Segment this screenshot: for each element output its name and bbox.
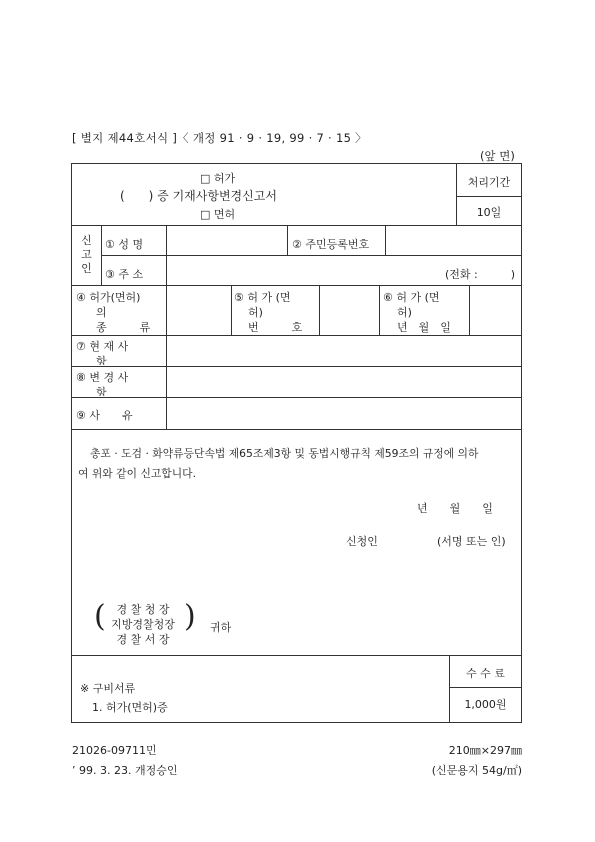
paper-type: (신문용지 54g/㎡) <box>431 764 522 777</box>
fee-value: 1,000원 <box>464 698 507 711</box>
changed-item-label: ⑧ 변 경 사 항 <box>76 371 129 396</box>
left-bracket: ( <box>94 599 106 634</box>
current-item-label: ⑦ 현 재 사 항 <box>76 340 129 365</box>
processing-period-label: 처리기간 <box>467 176 511 189</box>
page-side-label: (앞 면) <box>480 149 515 163</box>
form-title: ( ) 증 기재사항변경신고서 <box>120 189 277 203</box>
approval-date: ’ 99. 3. 23. 개정승인 <box>72 764 178 777</box>
signature-label: (서명 또는 인) <box>437 535 506 548</box>
address-label: ③ 주 소 <box>105 268 144 281</box>
paper-size: 210㎜×297㎜ <box>448 744 522 757</box>
fee-label: 수 수 료 <box>466 667 505 680</box>
date-line: 년 월 일 <box>417 502 493 515</box>
processing-period-value: 10일 <box>476 206 502 219</box>
right-bracket: ) <box>184 599 196 634</box>
phone-label: (전화 : ) <box>445 268 516 281</box>
applicant-label: 신청인 <box>346 535 378 548</box>
resident-id-label: ② 주민등록번호 <box>292 238 370 251</box>
license-checkbox-label: □ 면허 <box>200 208 236 221</box>
applicant-group-label: 신 고 인 <box>81 234 92 275</box>
permit-date-label: ⑥ 허 가 (면 허) 년 월 일 <box>383 291 451 334</box>
required-document-item: 1. 허가(면허)증 <box>92 701 168 714</box>
addressee-list: 경 찰 청 장 지방경찰청장 경 찰 서 장 <box>111 603 175 646</box>
reason-label: ⑨ 사 유 <box>76 409 133 422</box>
form-number: [ 별지 제44호서식 ]〈 개정 91 · 9 · 19, 99 · 7 · 15 〉 <box>72 131 367 145</box>
statement-line-2: 여 위와 같이 신고합니다. <box>78 467 197 480</box>
form-code: 21026-09711민 <box>72 744 157 757</box>
statement-line-1: 총포 · 도검 · 화약류등단속법 제65조제3항 및 동법시행규칙 제59조의 규정에 의하 <box>90 447 479 460</box>
report-form <box>71 163 522 723</box>
permit-kind-label: ④ 허가(면허) 의 종 류 <box>76 291 151 334</box>
permit-checkbox-label: □ 허가 <box>200 172 236 185</box>
addressee-suffix: 귀하 <box>210 621 232 634</box>
name-label: ① 성 명 <box>105 238 144 251</box>
permit-number-label: ⑤ 허 가 (면 허) 번 호 <box>234 291 303 334</box>
required-documents-title: ※ 구비서류 <box>80 682 136 695</box>
